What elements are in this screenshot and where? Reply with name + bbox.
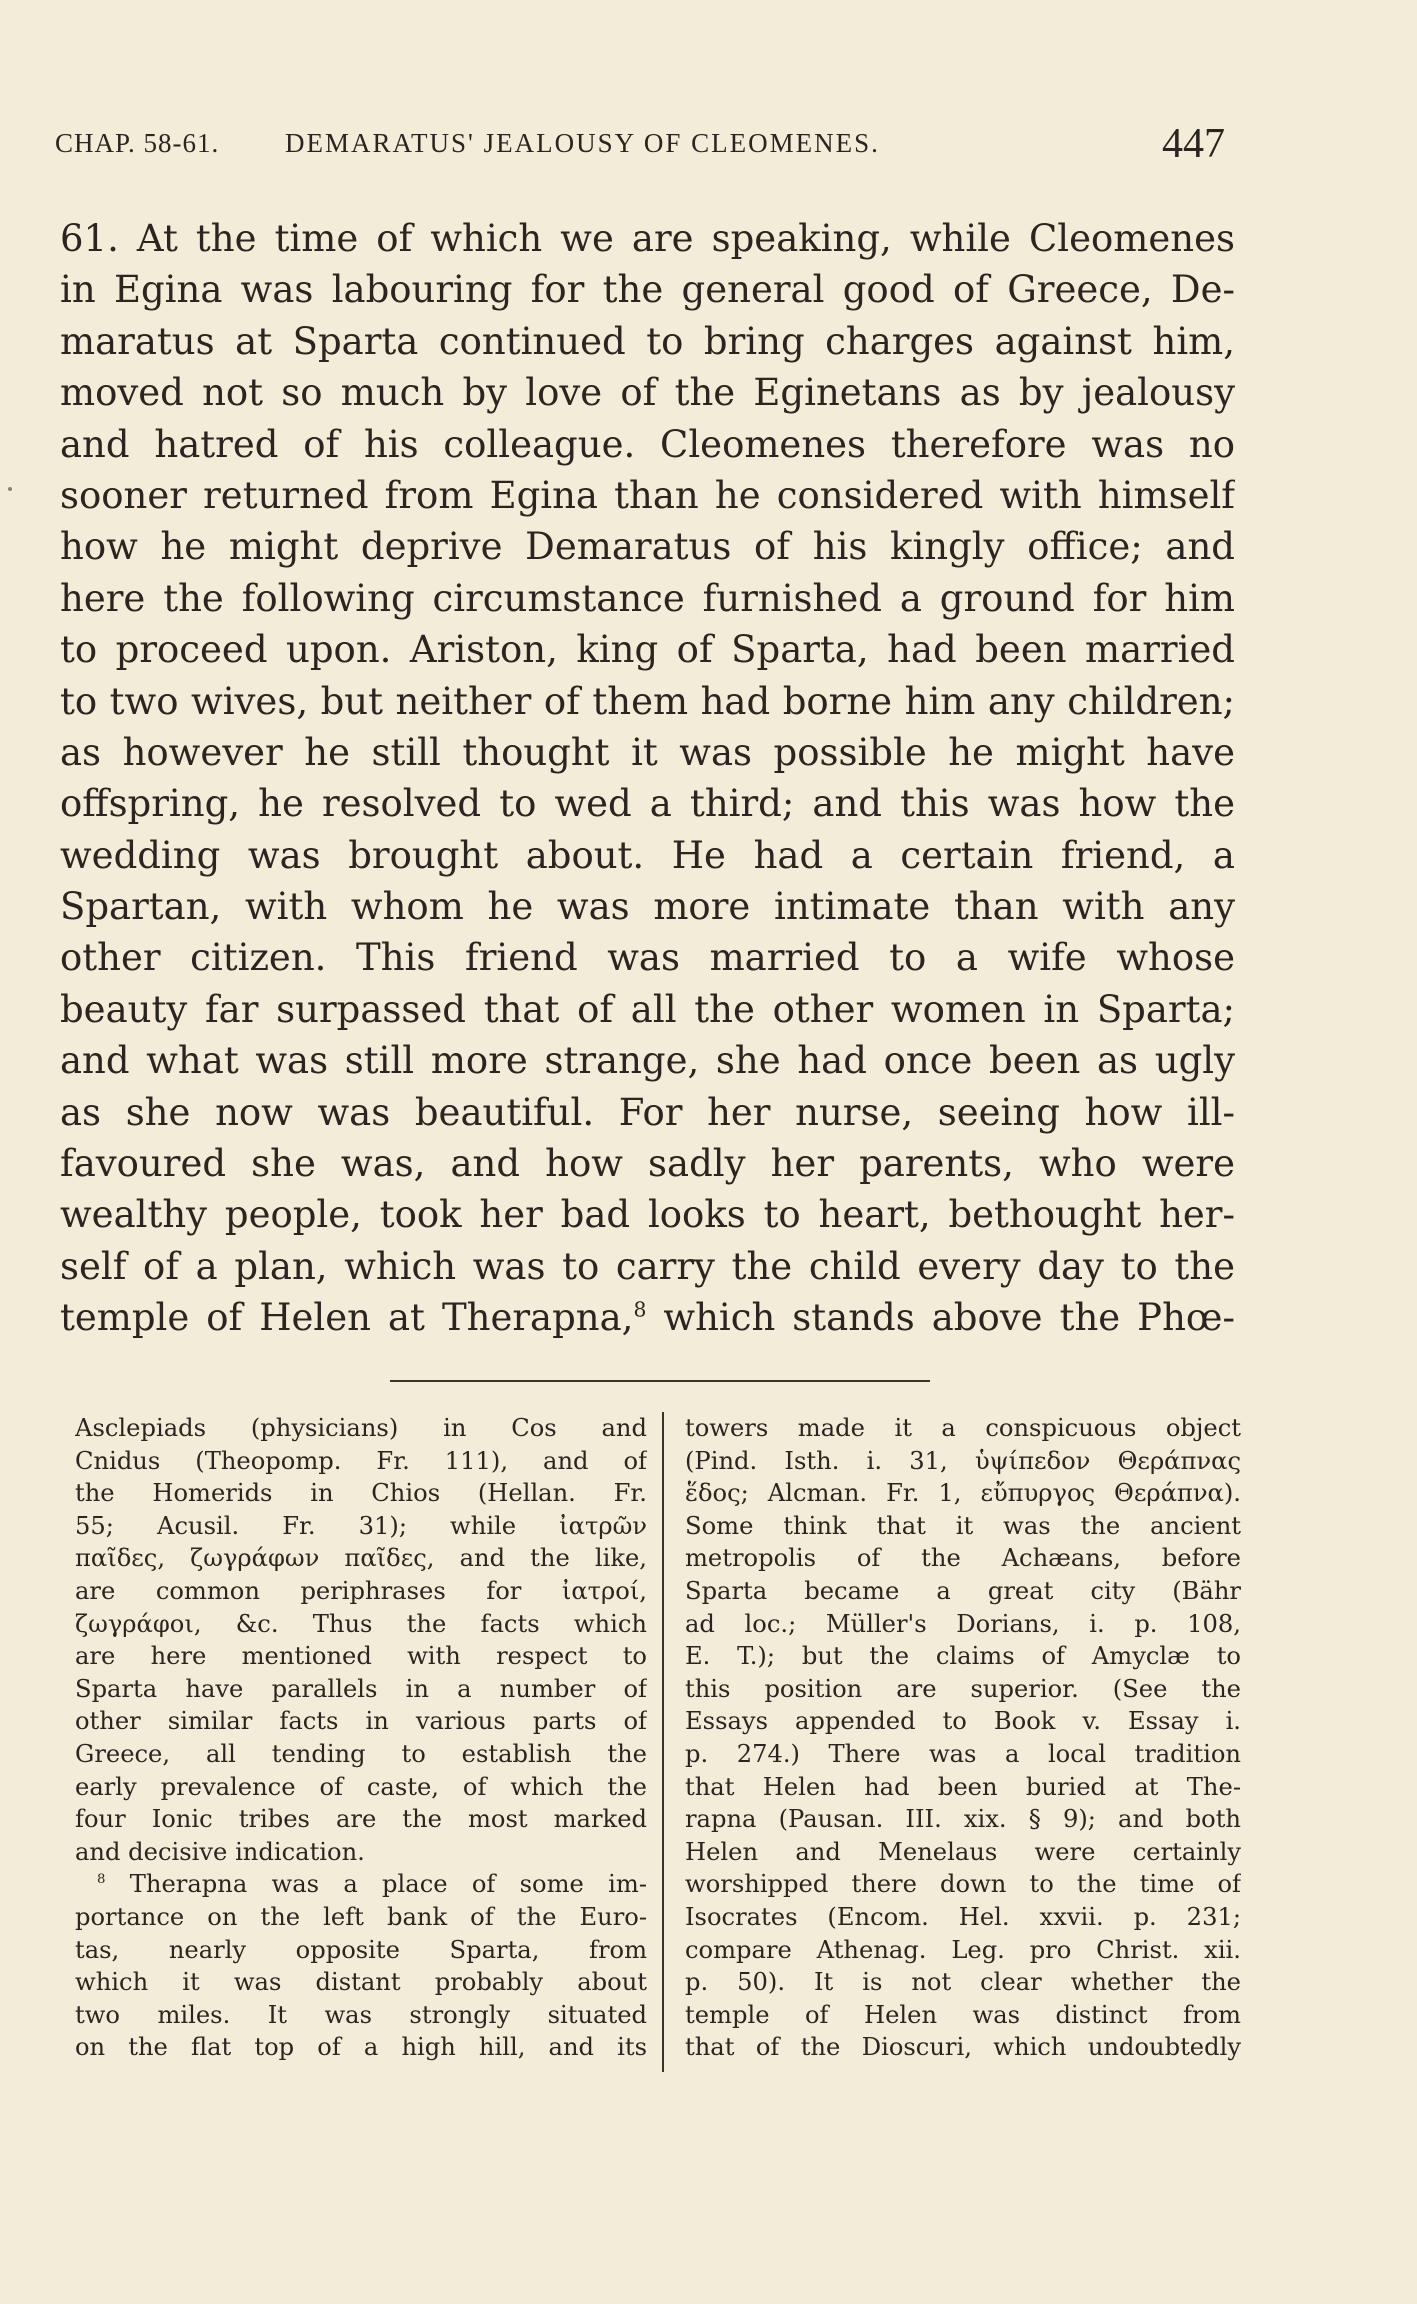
footnote-line: p. 274.) There was a local tradition	[685, 1739, 1241, 1768]
footnote-marker: 8	[97, 1872, 106, 1888]
footnote-line: Sparta became a great city (Bähr	[685, 1576, 1241, 1605]
margin-mark	[8, 487, 12, 491]
footnote-line: παῖδες, ζωγράφων παῖδες, and the like,	[75, 1544, 647, 1573]
text-line: favoured she was, and how sadly her parents, who were	[60, 1142, 1235, 1186]
footnote-line: the Homerids in Chios (Hellan. Fr.	[75, 1479, 647, 1508]
text-line: and hatred of his colleague. Cleomenes therefore was no	[60, 422, 1235, 466]
text-line: how he might deprive Demaratus of his kingly office; and	[60, 525, 1235, 569]
text-line: other citizen. This friend was married to a wife whose	[60, 936, 1235, 980]
footnotes-left-column	[75, 1412, 647, 2064]
text-line: beauty far surpassed that of all the other women in Sparta;	[60, 987, 1235, 1031]
footnote-line: are here mentioned with respect to	[75, 1642, 647, 1671]
footnote-rule	[390, 1380, 930, 1382]
footnote-line: and decisive indication.	[75, 1837, 365, 1866]
footnote-line: 55; Acusil. Fr. 31); while ἰατρῶν	[75, 1511, 647, 1540]
footnote-line: worshipped there down to the time of	[685, 1870, 1241, 1899]
footnote-line: p. 50). It is not clear whether the	[685, 1968, 1241, 1997]
text-fragment: which stands above the Phœ-	[646, 1296, 1235, 1340]
footnote-line: on the flat top of a high hill, and its	[75, 2033, 647, 2062]
text-line: offspring, he resolved to wed a third; and this was how the	[60, 782, 1235, 826]
footnote-line: Some think that it was the ancient	[685, 1511, 1241, 1540]
footnote-line: Essays appended to Book v. Essay i.	[685, 1707, 1241, 1736]
running-title: DEMARATUS' JEALOUSY OF CLEOMENES.	[285, 128, 880, 158]
text-line: in Egina was labouring for the general good of Greece, De-	[60, 268, 1235, 312]
text-line: as however he still thought it was possible he might have	[60, 730, 1235, 774]
footnote-line: other similar facts in various parts of	[75, 1707, 647, 1736]
footnote-line: this position are superior. (See the	[685, 1674, 1241, 1703]
text-line: wealthy people, took her bad looks to heart, bethought her-	[60, 1193, 1235, 1237]
footnote-line	[75, 1868, 647, 1901]
text-line: here the following circumstance furnished a ground for him	[60, 576, 1235, 620]
text-line	[60, 1292, 1235, 1343]
text-line: wedding was brought about. He had a certain friend, a	[60, 833, 1235, 877]
chapter-reference: CHAP. 58-61.	[55, 128, 220, 158]
footnote-line: tas, nearly opposite Sparta, from	[75, 1935, 647, 1964]
text-line: and what was still more strange, she had once been as ugly	[60, 1039, 1235, 1083]
footnote-ref[interactable]: 8	[633, 1297, 647, 1322]
footnote-line: Asclepiads (physicians) in Cos and	[75, 1414, 647, 1442]
page-number: 447	[1162, 121, 1225, 167]
footnote-line: which it was distant probably about	[75, 1968, 647, 1997]
footnote-line: ἕδος; Alcman. Fr. 1, εὔπυργος Θεράπνα).	[685, 1479, 1241, 1508]
footnote-line: that of the Dioscuri, which undoubtedly	[685, 2033, 1241, 2062]
footnote-line: Sparta have parallels in a number of	[75, 1674, 647, 1703]
footnote-line: Cnidus (Theopomp. Fr. 111), and of	[75, 1446, 647, 1475]
footnote-line: Helen and Menelaus were certainly	[685, 1837, 1241, 1866]
footnote-line: portance on the left bank of the Euro-	[75, 1902, 647, 1931]
footnote-line: Isocrates (Encom. Hel. xxvii. p. 231;	[685, 1902, 1241, 1931]
text-line: to proceed upon. Ariston, king of Sparta, had been married	[60, 628, 1235, 672]
footnote-line: towers made it a conspicuous object	[685, 1414, 1241, 1442]
footnote-line: E. T.); but the claims of Amyclæ to	[685, 1642, 1241, 1671]
text-line: moved not so much by love of the Eginetans as by jealousy	[60, 371, 1235, 415]
footnote-line: Greece, all tending to establish the	[75, 1739, 647, 1768]
footnote-line: ζωγράφοι, &c. Thus the facts which	[75, 1609, 647, 1638]
text-line: maratus at Sparta continued to bring charges against him,	[60, 319, 1235, 363]
footnote-line: are common periphrases for ἰατροί,	[75, 1576, 647, 1605]
footnotes-right-column	[685, 1412, 1241, 2064]
text-line: 61. At the time of which we are speaking, while Cleomenes	[60, 217, 1235, 260]
text-line: to two wives, but neither of them had borne him any children;	[60, 679, 1235, 723]
running-head	[55, 120, 1225, 170]
column-divider	[662, 1412, 664, 2072]
text-line: self of a plan, which was to carry the child every day to the	[60, 1244, 1235, 1288]
footnote-line: rapna (Pausan. III. xix. § 9); and both	[685, 1805, 1241, 1834]
footnote-line: early prevalence of caste, of which the	[75, 1772, 647, 1801]
footnote-line: temple of Helen was distinct from	[685, 2000, 1241, 2029]
footnote-line: two miles. It was strongly situated	[75, 2000, 647, 2029]
text-line: sooner returned from Egina than he considered with himself	[60, 473, 1235, 517]
footnote-line: metropolis of the Achæans, before	[685, 1544, 1241, 1573]
footnote-line: compare Athenag. Leg. pro Christ. xii.	[685, 1935, 1241, 1964]
text-fragment: temple of Helen at Therapna,	[60, 1296, 634, 1340]
footnote-line: ad loc.; Müller's Dorians, i. p. 108,	[685, 1609, 1241, 1638]
text-line: as she now was beautiful. For her nurse, seeing how ill-	[60, 1090, 1235, 1134]
text-line: Spartan, with whom he was more intimate than with any	[60, 885, 1235, 929]
main-text	[60, 213, 1235, 1344]
footnote-line: four Ionic tribes are the most marked	[75, 1805, 647, 1834]
text-fragment: Therapna was a place of some im-	[129, 1870, 647, 1899]
footnote-line: that Helen had been buried at The-	[685, 1772, 1241, 1801]
footnote-line: (Pind. Isth. i. 31, ὑψίπεδον Θεράπνας	[685, 1446, 1241, 1475]
